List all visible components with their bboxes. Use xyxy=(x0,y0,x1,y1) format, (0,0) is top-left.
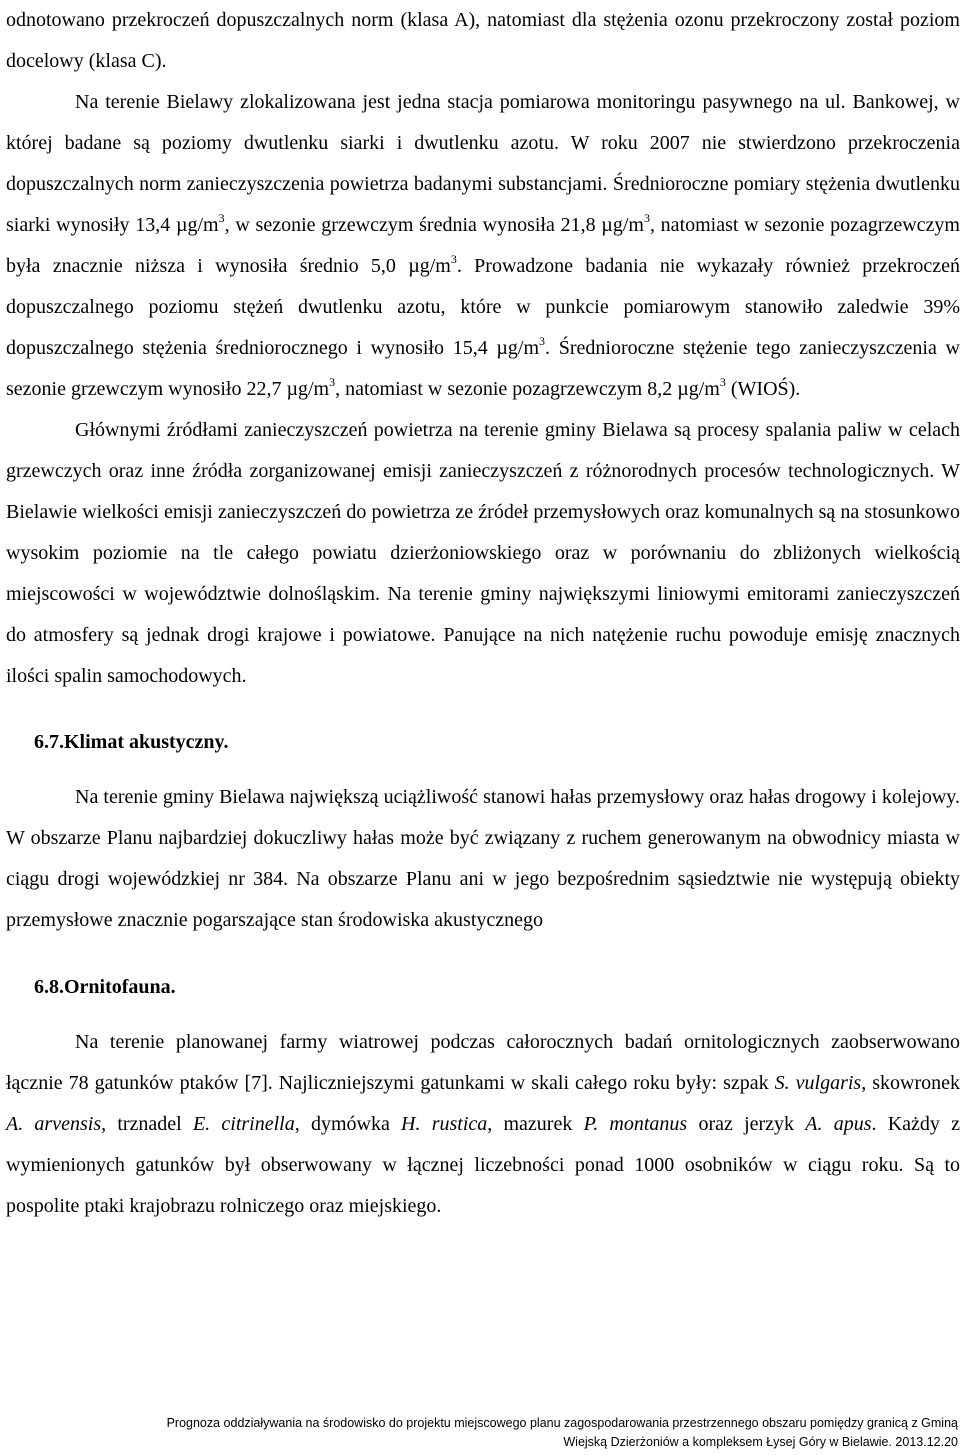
paragraph-text: Na terenie Bielawy zlokalizowana jest jedna stacja pomiarowa monitoringu pasywnego na ul. Bankowej, w której badane są poziomy dwutlenku siarki i dwutlenku azotu. W roku 2007 nie stwierdzono przekroczenia dopuszczalnych norm zanieczyszczenia powietrza badanymi substancjami. Średnioroczne pomiary stężenia dwutlenku siarki wynosiły 13,4 µg/m xyxy=(6,91,960,236)
paragraph-monitoring-station xyxy=(6,82,960,410)
paragraph-text: . Średnioroczne stężenie tego zanieczyszczenia w sezonie grzewczym wynosiło 22,7 µg/m xyxy=(6,337,960,400)
section-heading-acoustic xyxy=(6,722,960,763)
footer-line: Wiejską Dzierżoniów a kompleksem Łysej Góry w Bielawie. 2013.12.20 xyxy=(563,1435,958,1449)
document-page xyxy=(6,0,960,1227)
species-name: A. arvensis xyxy=(6,1113,102,1135)
paragraph-text: , w sezonie grzewczym średnia wynosiła 21,8 µg/m xyxy=(224,214,644,236)
paragraph-text: , mazurek xyxy=(487,1113,584,1135)
paragraph-text: Na terenie planowanej farmy wiatrowej podczas całorocznych badań ornitologicznych zaobserwowano łącznie 78 gatunków ptaków [7]. Najliczniejszymi gatunkami w skali całego roku były: szpak xyxy=(6,1031,960,1094)
paragraph-emission-sources: Głównymi źródłami zanieczyszczeń powietrza na terenie gminy Bielawa są procesy spalania paliw w celach grzewczych oraz inne źródła zorganizowanej emisji zanieczyszczeń z różnorodnych procesów technologicznych. W Bielawie wielkości emisji zanieczyszczeń do powietrza ze źródeł przemysłowych oraz komunalnych są na stosunkowo wysokim poziomie na tle całego powiatu dzierżoniowskiego oraz w porównaniu do zbliżonych wielkością miejscowości w województwie dolnośląskim. Na terenie gminy największymi liniowymi emitorami zanieczyszczeń do atmosfery są jednak drogi krajowe i powiatowe. Panujące na nich natężenie ruchu powoduje emisję znacznych ilości spalin samochodowych. xyxy=(6,419,960,687)
footer-line: Prognoza oddziaływania na środowisko do projektu miejscowego planu zagospodarowania przestrzennego obszaru pomiędzy granicą z Gminą xyxy=(166,1416,958,1430)
section-title: Ornitofauna. xyxy=(64,976,176,998)
species-name: A. apus xyxy=(805,1113,872,1135)
paragraph-text: , dymówka xyxy=(294,1113,402,1135)
section-heading-ornithofauna xyxy=(6,967,960,1008)
superscript: 3 xyxy=(539,334,546,348)
section-number: 6.8. xyxy=(34,976,64,998)
paragraph-ornithofauna xyxy=(6,1022,960,1227)
paragraph-acoustic-climate: Na terenie gminy Bielawa największą uciążliwość stanowi hałas przemysłowy oraz hałas drogowy i kolejowy. W obszarze Planu najbardziej dokuczliwy hałas może być związany z ruchem generowanym na obwodnicy miasta w ciągu drogi wojewódzkiej nr 384. Na obszarze Planu ani w jego bezpośrednim sąsiedztwie nie występują obiekty przemysłowe znacznie pogarszające stan środowiska akustycznego xyxy=(6,786,960,931)
paragraph-text: , natomiast w sezonie pozagrzewczym była znacznie niższa i wynosiła średnio 5,0 µg/m xyxy=(6,214,960,277)
paragraph-text: odnotowano przekroczeń dopuszczalnych norm (klasa A), natomiast dla stężenia ozonu przekroczony został poziom docelowy (klasa C). xyxy=(6,9,960,72)
superscript: 3 xyxy=(218,211,225,225)
superscript: 3 xyxy=(719,375,726,389)
species-name: H. rustica xyxy=(401,1113,488,1135)
species-name: S. vulgaris xyxy=(774,1072,862,1094)
section-title: Klimat akustyczny. xyxy=(64,731,229,753)
paragraph-text: , skowronek xyxy=(861,1072,960,1094)
species-name: P. montanus xyxy=(583,1113,688,1135)
page-footer xyxy=(0,1414,958,1452)
paragraph-text: , trznadel xyxy=(101,1113,193,1135)
section-number: 6.7. xyxy=(34,731,64,753)
superscript: 3 xyxy=(329,375,336,389)
species-name: E. citrinella xyxy=(192,1113,295,1135)
paragraph-text: . Prowadzone badania nie wykazały również przekroczeń dopuszczalnego poziomu stężeń dwutlenku azotu, które w punkcie pomiarowym stanowiło zaledwie 39% dopuszczalnego stężenia średniorocznego i wynosiło 15,4 µg/m xyxy=(6,255,960,359)
paragraph-text: . Każdy z wymienionych gatunków był obserwowany w łącznej liczebności ponad 1000 osobników w ciągu roku. Są to pospolite ptaki krajobrazu rolniczego oraz miejskiego. xyxy=(6,1113,960,1217)
paragraph-air-quality-intro xyxy=(6,0,960,82)
paragraph-text: , natomiast w sezonie pozagrzewczym 8,2 µg/m xyxy=(335,378,720,400)
superscript: 3 xyxy=(450,252,457,266)
paragraph-text: oraz jerzyk xyxy=(687,1113,806,1135)
superscript: 3 xyxy=(643,211,650,225)
paragraph-text: (WIOŚ). xyxy=(725,378,801,400)
